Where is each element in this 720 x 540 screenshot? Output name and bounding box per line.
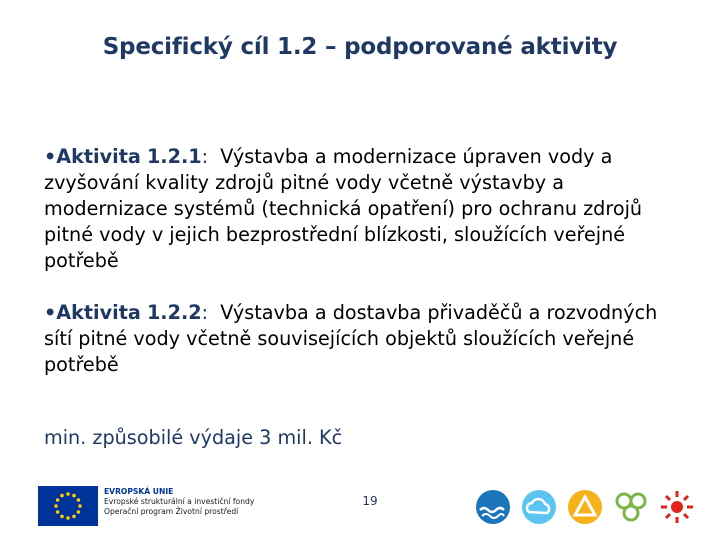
page-number: 19	[362, 494, 378, 508]
eu-line-1: EVROPSKÁ UNIE	[104, 487, 174, 496]
cloud-icon	[520, 488, 558, 526]
budget-note: min. způsobilé výdaje 3 mil. Kč	[44, 426, 343, 449]
eu-line-3: Operační program Životní prostředí	[104, 507, 239, 516]
eu-star	[72, 515, 76, 519]
program-icons	[470, 488, 710, 528]
eu-flag-icon	[38, 486, 98, 526]
eu-star	[54, 504, 58, 508]
triangle-icon	[566, 488, 604, 526]
activity-bullet-1	[44, 144, 684, 274]
eu-star	[77, 498, 81, 502]
eu-star	[66, 516, 70, 520]
eu-star	[60, 494, 64, 498]
flower-icon	[612, 488, 650, 526]
slide-title: Specifický cíl 1.2 – podporované aktivity	[102, 34, 618, 60]
footer	[0, 478, 720, 538]
activity-description: Výstavba a modernizace úpraven vody a zvyšování kvality zdrojů pitné vody včetně výstavby a modernizace systémů (technická opatření) pro ochranu zdrojů pitné vody v jejich bezprostřední blízkosti, sloužících veřejné potřebě	[44, 145, 649, 272]
activity-separator: :	[201, 301, 209, 324]
activity-description: Výstavba a dostavba přivaděčů a rozvodných sítí pitné vody včetně souvisejících objektů sloužících veřejné potřebě	[44, 301, 664, 376]
eu-line-2: Evropské strukturální a investiční fondy	[104, 497, 255, 506]
activity-bullet-2	[44, 300, 684, 378]
eu-star	[66, 492, 70, 496]
eu-star	[77, 510, 81, 514]
eu-star	[72, 494, 76, 498]
sun-icon	[658, 488, 696, 526]
eu-program-text	[104, 487, 304, 517]
eu-star	[78, 504, 82, 508]
activity-number: 1.2.1	[146, 145, 202, 168]
activity-label: Aktivita	[56, 145, 141, 168]
activity-bullet-mark: •	[44, 145, 57, 168]
eu-star	[60, 515, 64, 519]
activity-separator: :	[201, 145, 209, 168]
activity-label: Aktivita	[56, 301, 141, 324]
eu-star	[56, 498, 60, 502]
activity-number: 1.2.2	[146, 301, 202, 324]
water-wave-icon	[474, 488, 512, 526]
eu-star	[56, 510, 60, 514]
eu-stars-icon	[38, 486, 98, 526]
activity-bullet-mark: •	[44, 301, 57, 324]
